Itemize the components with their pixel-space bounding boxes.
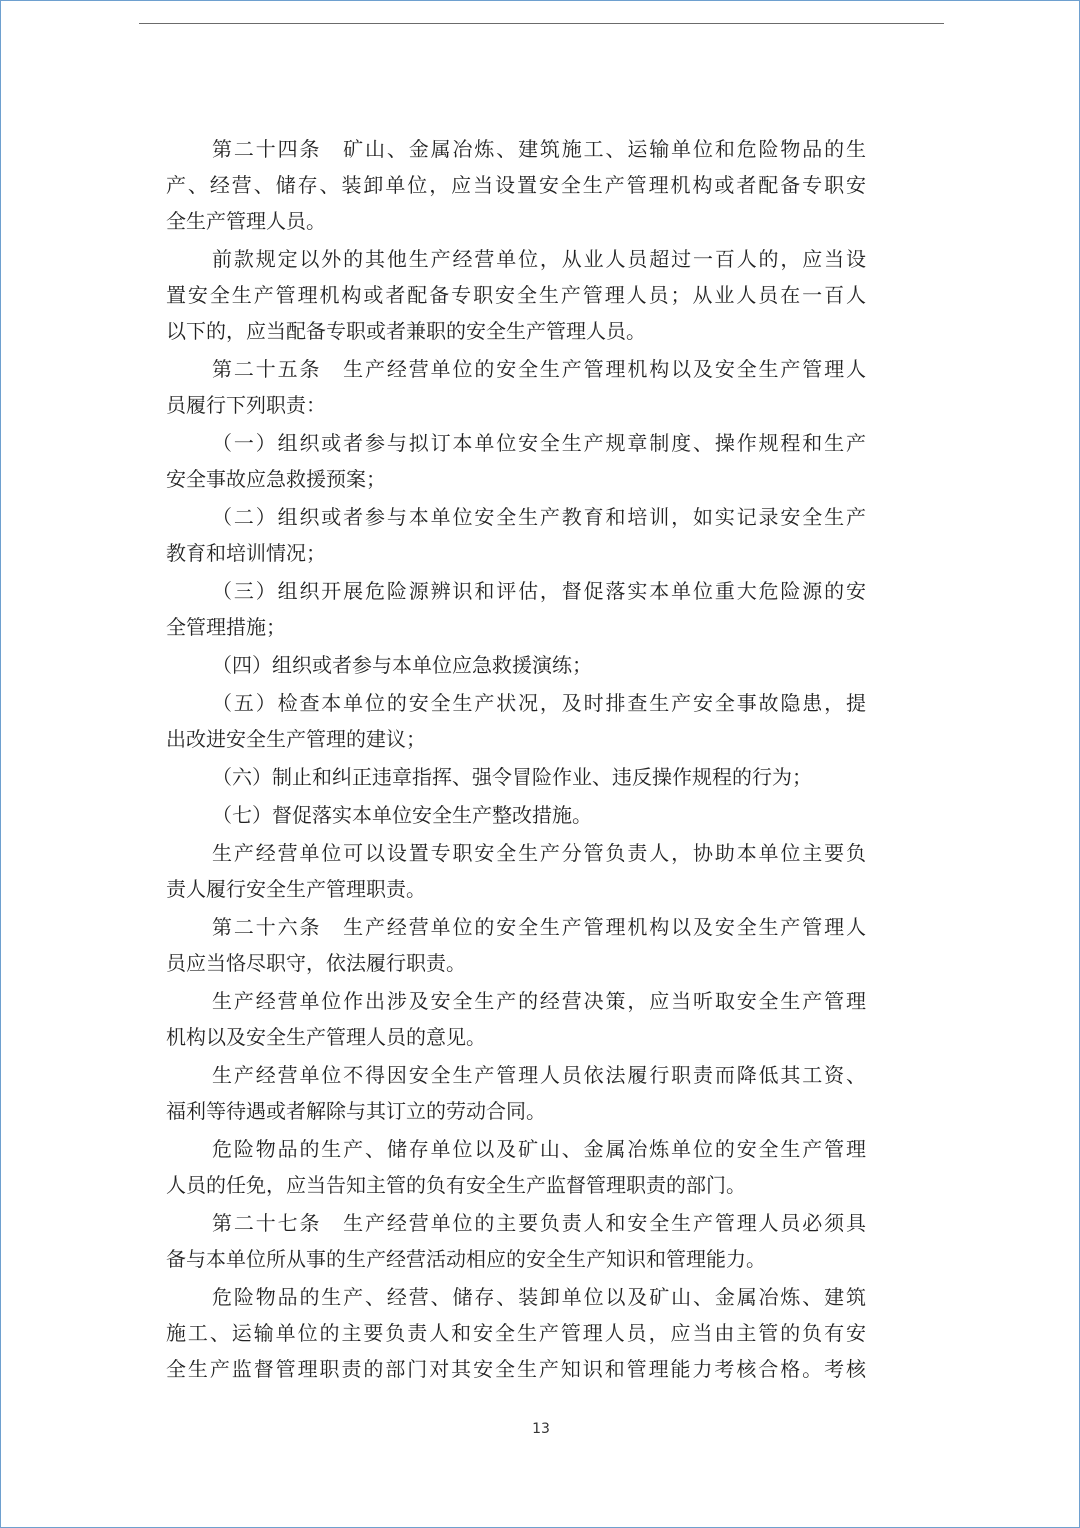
text-line: 员应当恪尽职守，依法履行职责。 [166, 951, 466, 975]
text-line: （七）督促落实本单位安全生产整改措施。 [212, 803, 592, 827]
text-line: 危险物品的生产、经营、储存、装卸单位以及矿山、金属冶炼、建筑 [212, 1285, 866, 1309]
paragraph-article-25 [166, 351, 866, 423]
text-line: 第二十五条 生产经营单位的安全生产管理机构以及安全生产管理人 [212, 357, 866, 381]
text-line: （六）制止和纠正违章指挥、强令冒险作业、违反操作规程的行为； [212, 765, 812, 789]
paragraph-article-27 [166, 1205, 866, 1277]
text-line: 全管理措施； [166, 615, 286, 639]
list-item-6 [166, 759, 866, 795]
text-line: 第二十六条 生产经营单位的安全生产管理机构以及安全生产管理人 [212, 915, 866, 939]
list-item-2 [166, 499, 866, 571]
text-line: 第二十四条 矿山、金属冶炼、建筑施工、运输单位和危险物品的生 [212, 137, 866, 161]
text-line: 机构以及安全生产管理人员的意见。 [166, 1025, 486, 1049]
list-item-7 [166, 797, 866, 833]
text-line: 危险物品的生产、储存单位以及矿山、金属冶炼单位的安全生产管理 [212, 1137, 866, 1161]
text-line: 安全事故应急救援预案； [166, 467, 386, 491]
paragraph [166, 1131, 866, 1203]
paragraph [166, 983, 866, 1055]
list-item-3 [166, 573, 866, 645]
page-number: 13 [532, 1421, 550, 1437]
paragraph [166, 241, 866, 349]
text-line: 出改进安全生产管理的建议； [166, 727, 426, 751]
text-line: 教育和培训情况； [166, 541, 326, 565]
text-line: 施工、运输单位的主要负责人和安全生产管理人员，应当由主管的负有安 [166, 1321, 866, 1345]
text-line: 人员的任免，应当告知主管的负有安全生产监督管理职责的部门。 [166, 1173, 746, 1197]
text-line: 生产经营单位不得因安全生产管理人员依法履行职责而降低其工资、 [212, 1063, 866, 1087]
paragraph-article-24 [166, 131, 866, 239]
list-item-1 [166, 425, 866, 497]
text-line: 置安全生产管理机构或者配备专职安全生产管理人员；从业人员在一百人 [166, 283, 866, 307]
text-line: 生产经营单位作出涉及安全生产的经营决策，应当听取安全生产管理 [212, 989, 866, 1013]
list-item-4 [166, 647, 866, 683]
text-line: （二）组织或者参与本单位安全生产教育和培训，如实记录安全生产 [212, 505, 866, 529]
text-line: （一）组织或者参与拟订本单位安全生产规章制度、操作规程和生产 [212, 431, 866, 455]
text-line: 全生产管理人员。 [166, 209, 326, 233]
body-text [166, 131, 866, 1387]
paragraph [166, 835, 866, 907]
text-line: 员履行下列职责： [166, 393, 326, 417]
text-line: （四）组织或者参与本单位应急救援演练； [212, 653, 592, 677]
text-line: 备与本单位所从事的生产经营活动相应的安全生产知识和管理能力。 [166, 1247, 766, 1271]
paragraph-article-26 [166, 909, 866, 981]
text-line: 全生产监督管理职责的部门对其安全生产知识和管理能力考核合格。考核 [166, 1357, 866, 1381]
paragraph [166, 1057, 866, 1129]
text-line: 前款规定以外的其他生产经营单位，从业人员超过一百人的，应当设 [212, 247, 866, 271]
list-item-5 [166, 685, 866, 757]
text-line: （五）检查本单位的安全生产状况，及时排查生产安全事故隐患，提 [212, 691, 866, 715]
text-line: （三）组织开展危险源辨识和评估，督促落实本单位重大危险源的安 [212, 579, 866, 603]
paragraph [166, 1279, 866, 1387]
text-line: 福利等待遇或者解除与其订立的劳动合同。 [166, 1099, 546, 1123]
text-line: 产、经营、储存、装卸单位，应当设置安全生产管理机构或者配备专职安 [166, 173, 866, 197]
header-rule [139, 23, 944, 24]
text-line: 责人履行安全生产管理职责。 [166, 877, 426, 901]
text-line: 生产经营单位可以设置专职安全生产分管负责人，协助本单位主要负 [212, 841, 866, 865]
text-line: 以下的，应当配备专职或者兼职的安全生产管理人员。 [166, 319, 646, 343]
text-line: 第二十七条 生产经营单位的主要负责人和安全生产管理人员必须具 [212, 1211, 866, 1235]
